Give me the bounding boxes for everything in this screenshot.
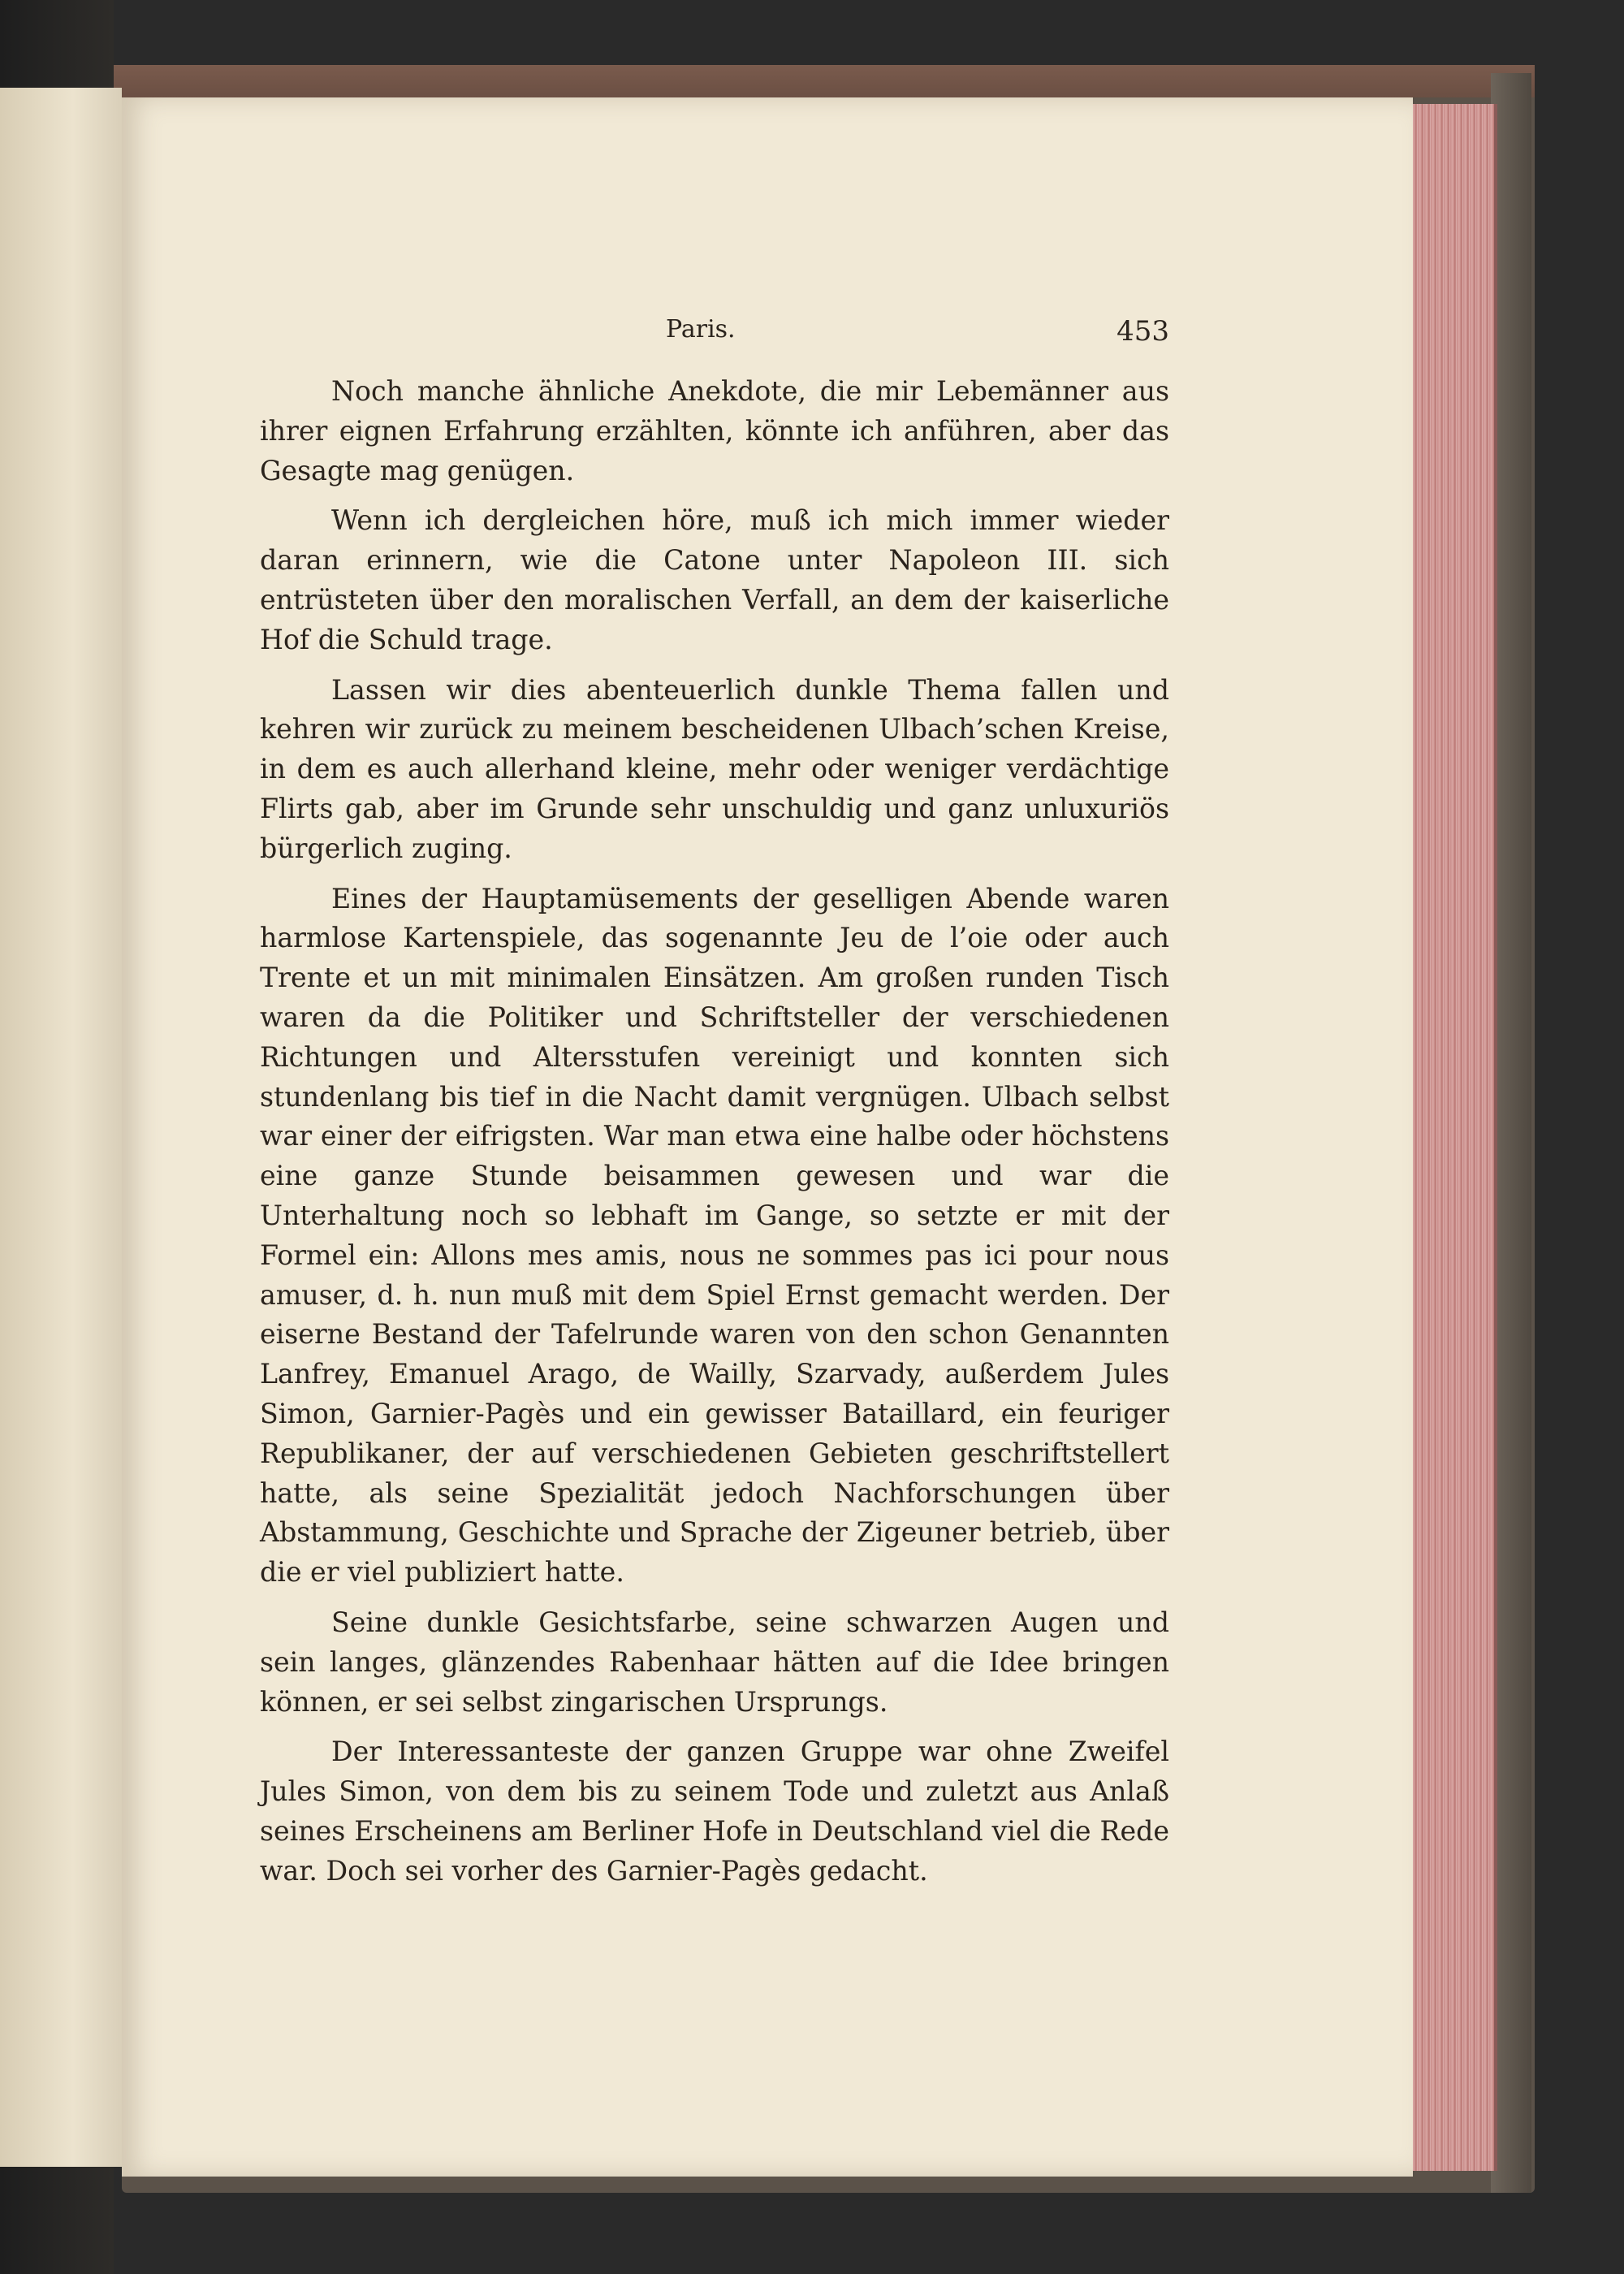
previous-page-edge [0,88,122,2167]
paragraph: Eines der Hauptamüsements der geselligen Abende waren harmlose Kartenspiele, das sogenannte Jeu de l’oie oder auch Trente et un mit minimalen Einsätzen. Am großen runden Tisch waren da die Politiker und Schriftsteller der verschiedenen Richtungen und Altersstufen vereinigt und konnten sich stundenlang bis tief in die Nacht damit vergnügen. Ulbach selbst war einer der eifrigsten. War man etwa eine halbe oder höchstens eine ganze Stunde beisammen gewesen und war die Unterhaltung noch so lebhaft im Gange, so setzte er mit der Formel ein: Allons mes amis, nous ne sommes pas ici pour nous amuser, d. h. nun muß mit dem Spiel Ernst gemacht werden. Der eiserne Bestand der Tafelrunde waren von den schon Genannten Lanfrey, Emanuel Arago, de Wailly, Szarvady, außerdem Jules Simon, Garnier-Pagès und ein gewisser Bataillard, ein feuriger Republikaner, der auf verschiedenen Gebieten geschriftstellert hatte, als seine Spezialität jedoch Nachforschungen über Abstammung, Geschichte und Sprache der Zigeuner betrieb, über die er viel publiziert hatte. [260,882,1169,1589]
running-head [260,315,1169,356]
paragraph: Lassen wir dies abenteuerlich dunkle Thema fallen und kehren wir zurück zu meinem bescheidenen Ulbach’schen Kreise, in dem es auch allerhand kleine, mehr oder weniger verdächtige Flirts gab, aber im Grunde sehr unschuldig und ganz unluxuriös bürgerlich zuging. [260,673,1169,864]
paragraph: Wenn ich dergleichen höre, muß ich mich immer wieder daran erinnern, wie die Catone unter Napoleon III. sich entrüsteten über den moralischen Verfall, an dem der kaiserliche Hof die Schuld trage. [260,504,1169,655]
page-number: 453 [1116,315,1169,348]
page-edges [1405,104,1497,2171]
body-text [260,372,1169,1891]
paragraph: Seine dunkle Gesichtsfarbe, seine schwarzen Augen und sein langes, glänzendes Rabenhaar hätten auf die Idee bringen können, er sei selbst zingarischen Ursprungs. [260,1606,1169,1718]
cover-top-edge [114,65,1535,97]
paragraph: Der Interessanteste der ganzen Gruppe war ohne Zweifel Jules Simon, von dem bis zu seinem Tode und zuletzt aus Anlaß seines Erscheinens am Berliner Hofe in Deutschland viel die Rede war. Doch sei vorher des Garnier-Pagès gedacht. [260,1736,1169,1887]
paragraph: Noch manche ähnliche Anekdote, die mir Lebemänner aus ihrer eignen Erfahrung erzählten, könnte ich anführen, aber das Gesagte mag genügen. [260,375,1169,486]
running-head-title: Paris. [666,315,736,344]
